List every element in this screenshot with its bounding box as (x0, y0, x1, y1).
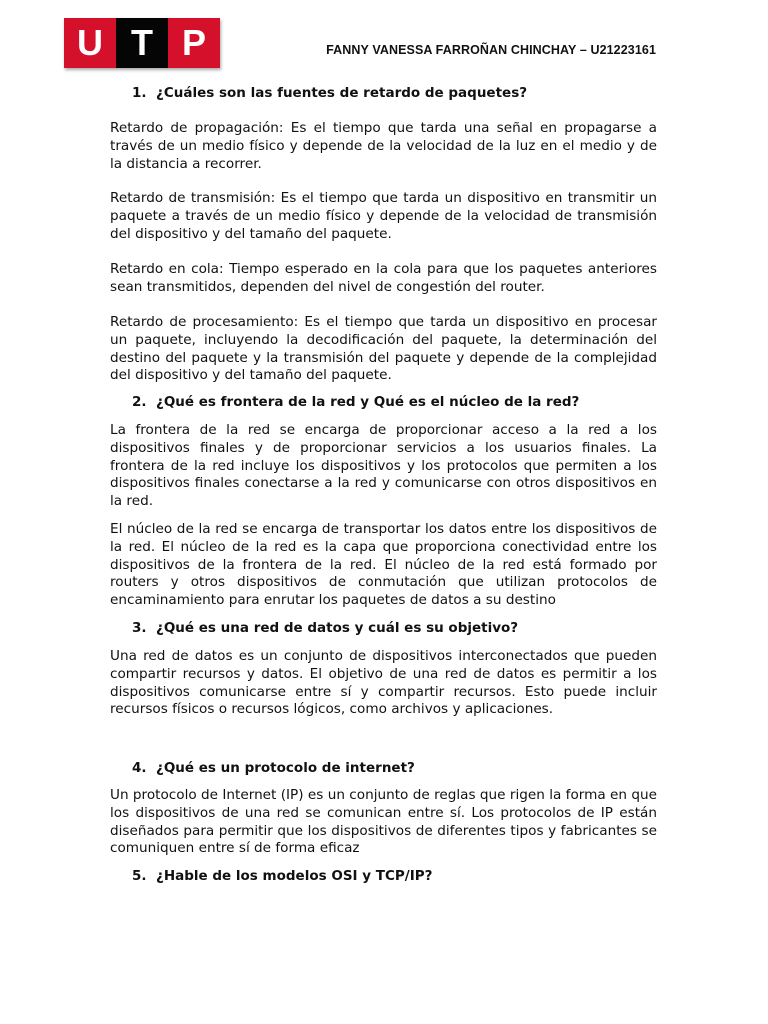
question-text: ¿Qué es una red de datos y cuál es su objetivo? (156, 620, 519, 636)
answer-paragraph: Retardo de procesamiento: Es el tiempo que tarda un dispositivo en procesar un paquete, incluyendo la decodificación del paquete, la determinación del destino del paquete y la transmisión del paquete y depende de la complejidad del dispositivo y del tamaño del paquete. (110, 314, 657, 384)
answer-paragraph: Retardo de transmisión: Es el tiempo que tarda un dispositivo en transmitir un paquete a través de un medio físico y depende de la velocidad de transmisión del dispositivo y del tamaño del paquete. (110, 190, 657, 242)
question-2 (132, 394, 579, 410)
author-header: FANNY VANESSA FARROÑAN CHINCHAY – U21223161 (326, 43, 656, 57)
question-text: ¿Qué es frontera de la red y Qué es el núcleo de la red? (156, 394, 580, 410)
utp-logo (64, 18, 220, 68)
question-number: 2. (132, 394, 147, 410)
question-text: ¿Cuáles son las fuentes de retardo de paquetes? (156, 85, 528, 101)
question-text: ¿Qué es un protocolo de internet? (156, 760, 415, 776)
question-number: 4. (132, 760, 147, 776)
answer-paragraph: La frontera de la red se encarga de proporcionar acceso a la red a los dispositivos finales y de proporcionar servicios a los usuarios finales. La frontera de la red incluye los dispositivos y los protocolos que permiten a los dispositivos finales conectarse a la red y comunicarse con otros dispositivos en la red. (110, 422, 657, 510)
question-text: ¿Hable de los modelos OSI y TCP/IP? (156, 868, 433, 884)
logo-letter-u: U (64, 18, 116, 68)
question-number: 3. (132, 620, 147, 636)
logo-letter-t: T (116, 18, 168, 68)
answer-paragraph: Retardo en cola: Tiempo esperado en la cola para que los paquetes anteriores sean transmitidos, dependen del nivel de congestión del router. (110, 261, 657, 295)
logo-letter-p: P (168, 18, 220, 68)
question-1 (132, 85, 527, 101)
question-5 (132, 868, 432, 884)
question-number: 1. (132, 85, 147, 101)
question-3 (132, 620, 518, 636)
answer-paragraph: El núcleo de la red se encarga de transportar los datos entre los dispositivos de la red. El núcleo de la red es la capa que proporciona conectividad entre los dispositivos de la frontera de la red. El núcleo de la red está formado por routers y otros dispositivos de conmutación que utilizan protocolos de encaminamiento para enrutar los paquetes de datos a su destino (110, 521, 657, 609)
question-number: 5. (132, 868, 147, 884)
answer-paragraph: Una red de datos es un conjunto de dispositivos interconectados que pueden compartir recursos y datos. El objetivo de una red de datos es permitir a los dispositivos comunicarse entre sí y compartir recursos. Esto puede incluir recursos físicos o recursos lógicos, como archivos y aplicaciones. (110, 648, 657, 718)
question-4 (132, 760, 415, 776)
answer-paragraph: Un protocolo de Internet (IP) es un conjunto de reglas que rigen la forma en que los dispositivos de una red se comunican entre sí. Los protocolos de IP están diseñados para permitir que los dispositivos de diferentes tipos y fabricantes se comuniquen entre sí de forma eficaz (110, 787, 657, 857)
answer-paragraph: Retardo de propagación: Es el tiempo que tarda una señal en propagarse a través de un medio físico y depende de la velocidad de la luz en el medio y de la distancia a recorrer. (110, 120, 657, 172)
